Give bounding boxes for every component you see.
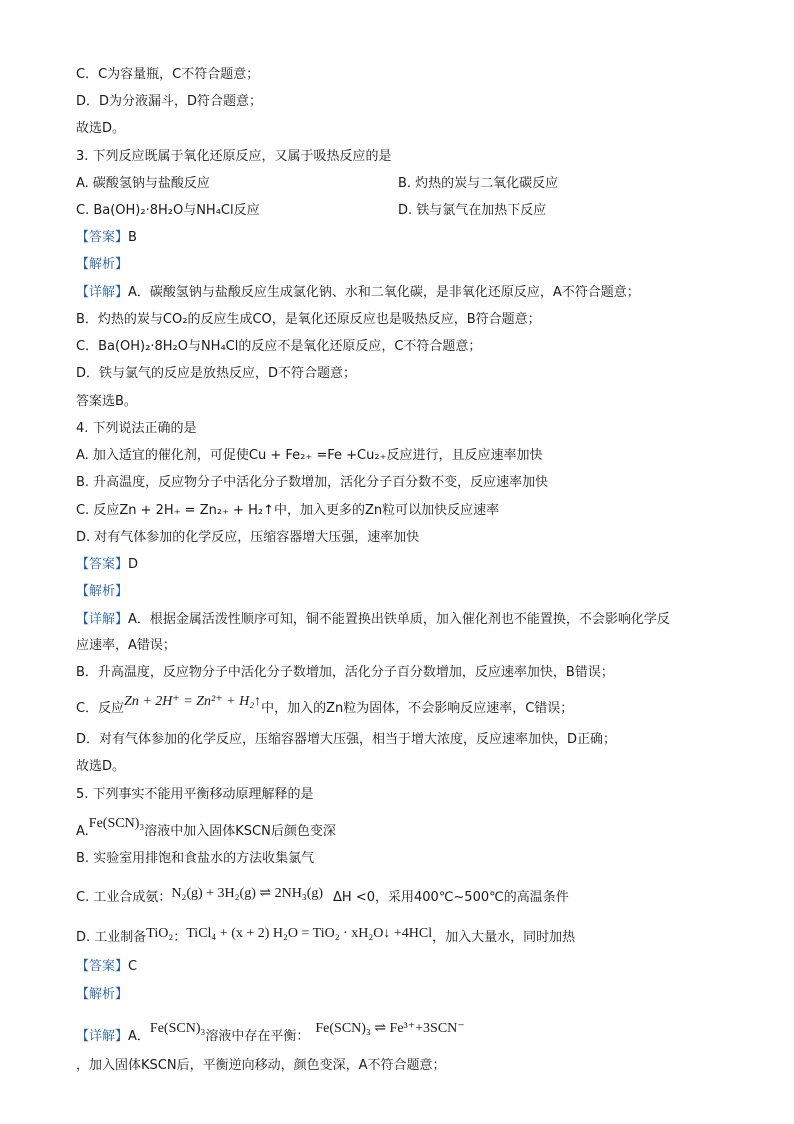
- analysis-tag: 【解析】: [76, 987, 129, 1002]
- option-d: D. 对有气体参加的化学反应，压缩容器增大压强，速率加快: [76, 530, 420, 545]
- detail-line: 应速率，A错误；: [76, 638, 176, 653]
- option-prefix: A.: [76, 824, 89, 839]
- equation: N₂(g) + 3H₂(g) ⇌ 2NH₃(g): [171, 886, 324, 901]
- option-prefix: D. 工业制备: [76, 930, 147, 945]
- detail-prefix: C．反应: [76, 701, 125, 716]
- option-text: ，加入大量水，同时加热: [432, 930, 576, 945]
- option-b: B. 灼热的炭与二氧化碳反应: [398, 176, 559, 191]
- option-sep: ：: [173, 930, 187, 945]
- detail-tag: 【详解】: [76, 1029, 129, 1044]
- option-b: B. 实验室用排饱和食盐水的方法收集氯气: [76, 851, 315, 866]
- equation: Fe(SCN)₃ ⇌ Fe³⁺+3SCN⁻: [315, 1021, 465, 1036]
- detail-tag: 【详解】: [76, 612, 129, 627]
- option-text: 溶液中加入固体KSCN后颜色变深: [144, 824, 336, 839]
- option-text: ，采用400℃~500℃的高温条件: [375, 890, 569, 905]
- question-3: 3. 下列反应既属于氧化还原反应，又属于吸热反应的是: [76, 149, 392, 164]
- detail-text: A．碳酸氢钠与盐酸反应生成氯化钠、水和二氧化碳，是非氧化还原反应，A不符合题意；: [128, 285, 640, 300]
- option-c: [76, 886, 569, 907]
- conclusion-line: 故选D。: [76, 759, 126, 774]
- answer-tag: 【答案】: [76, 230, 129, 245]
- answer-tag: 【答案】: [76, 557, 129, 572]
- analysis-tag: 【解析】: [76, 584, 129, 599]
- answer-line: [76, 229, 137, 247]
- text-line: 故选D。: [76, 121, 126, 136]
- question-4: 4. 下列说法正确的是: [76, 421, 197, 436]
- detail-text: A．根据金属活泼性顺序可知，铜不能置换出铁单质，加入催化剂也不能置换，不会影响化学反: [128, 612, 670, 627]
- text-line: D．D为分液漏斗，D符合题意；: [76, 94, 263, 109]
- answer-tag: 【答案】: [76, 959, 129, 974]
- detail-prefix: A．: [128, 1029, 150, 1044]
- equation: TiCl₄ + (x + 2) H₂O = TiO₂ · xH₂O↓ +4HCl: [186, 926, 433, 941]
- detail-text: 溶液中存在平衡：: [205, 1029, 310, 1044]
- detail-line: B．升高温度，反应物分子中活化分子数增加，活化分子百分数增加，反应速率加快，B错误；: [76, 665, 614, 680]
- detail-line: [76, 694, 574, 718]
- option-b: B. 升高温度，反应物分子中活化分子数增加，活化分子百分数不变，反应速率加快: [76, 475, 549, 490]
- answer-value: C: [128, 959, 138, 974]
- equation: Fe(SCN)₃: [149, 1021, 206, 1036]
- option-a: [76, 816, 336, 841]
- option-d: [76, 926, 576, 947]
- option-d: D. 铁与氯气在加热下反应: [398, 203, 547, 218]
- answer-value: D: [128, 557, 139, 572]
- detail-line: [76, 611, 670, 629]
- option-c: C. 反应Zn + 2H₊ = Zn₂₊ + H₂↑中，加入更多的Zn粒可以加快反应速率: [76, 503, 500, 518]
- equation: TiO₂: [146, 926, 174, 941]
- equation: Zn + 2H⁺ = Zn²⁺ + H₂↑: [124, 694, 262, 709]
- option-a: A. 碳酸氢钠与盐酸反应: [76, 176, 210, 191]
- answer-line: [76, 958, 137, 976]
- detail-line: B．灼热的炭与CO₂的反应生成CO，是氧化还原反应也是吸热反应，B符合题意；: [76, 312, 541, 327]
- detail-line: D．铁与氯气的反应是放热反应，D不符合题意；: [76, 366, 357, 381]
- detail-line: C．Ba(OH)₂·8H₂O与NH₄Cl的反应不是氧化还原反应，C不符合题意；: [76, 339, 482, 354]
- detail-line: [76, 1021, 465, 1046]
- question-5: 5. 下列事实不能用平衡移动原理解释的是: [76, 787, 314, 802]
- detail-tag: 【详解】: [76, 285, 129, 300]
- analysis-tag: 【解析】: [76, 257, 129, 272]
- option-prefix: C. 工业合成氨：: [76, 890, 172, 905]
- answer-line: [76, 556, 138, 574]
- detail-line: D．对有气体参加的化学反应，压缩容器增大压强，相当于增大浓度，反应速率加快，D正确；: [76, 732, 617, 747]
- option-c: C. Ba(OH)₂·8H₂O与NH₄Cl反应: [76, 203, 260, 218]
- detail-line: ，加入固体KSCN后，平衡逆向移动，颜色变深，A不符合题意；: [76, 1058, 446, 1073]
- detail-suffix: 中，加入的Zn粒为固体，不会影响反应速率，C错误；: [261, 701, 574, 716]
- detail-line: [76, 284, 640, 302]
- equation: Fe(SCN)₃: [88, 816, 145, 831]
- option-a: A. 加入适宜的催化剂，可促使Cu + Fe₂₊ =Fe +Cu₂₊反应进行，且反应速率加快: [76, 448, 543, 463]
- text-line: C．C为容量瓶，C不符合题意；: [76, 67, 260, 82]
- enthalpy: ΔH <0: [333, 890, 375, 905]
- conclusion-line: 答案选B。: [76, 394, 137, 409]
- answer-value: B: [128, 230, 137, 245]
